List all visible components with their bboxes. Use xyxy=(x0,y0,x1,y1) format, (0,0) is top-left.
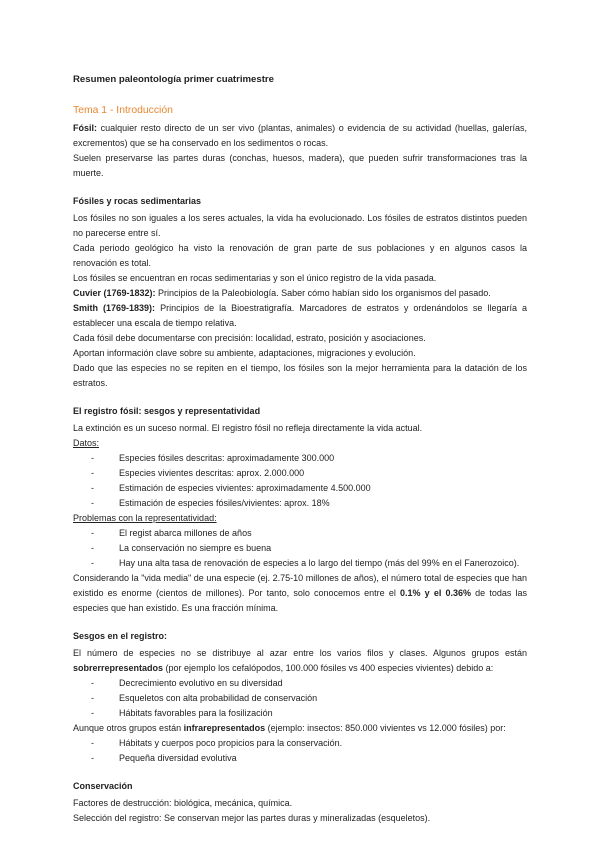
list-item: - Hábitats favorables para la fosilización xyxy=(73,706,527,721)
conservacion-paragraph-2: Selección del registro: Se conservan mejor las partes duras y mineralizadas (esqueletos). xyxy=(73,813,431,823)
heading-registro-fosil: El registro fósil: sesgos y representatividad xyxy=(73,406,261,416)
infrarepresentados-term: infrarepresentados xyxy=(183,723,266,733)
considerando-paragraph xyxy=(73,571,527,616)
list-item: - Especies fósiles descritas: aproximadamente 300.000 xyxy=(73,451,527,466)
smith-term: Smith (1769-1839): xyxy=(73,303,156,313)
list-item: - Esqueletos con alta probabilidad de conservación xyxy=(73,691,527,706)
problemas-label: Problemas con la representatividad: xyxy=(73,513,217,523)
sesgos-paragraph-1 xyxy=(73,646,527,676)
consid-percent: 0.1% y el 0.36% xyxy=(400,588,472,598)
registro-paragraph-1: La extinción es un suceso normal. El registro fósil no refleja directamente la vida actual. xyxy=(73,423,423,433)
fosiles-paragraph-7: Aportan información clave sobre su ambiente, adaptaciones, migraciones y evolución. xyxy=(73,348,416,358)
cuvier-paragraph xyxy=(73,286,527,301)
conservacion-paragraph-1: Factores de destrucción: biológica, mecánica, química. xyxy=(73,798,293,808)
intro-paragraph-2: Suelen preservarse las partes duras (conchas, huesos, madera), que pueden sufrir transformaciones tras la muerte. xyxy=(73,153,527,178)
fosiles-paragraph-1: Los fósiles no son iguales a los seres actuales, la vida ha evolucionado. Los fósiles de estratos distintos pueden no parecerse entre sí. xyxy=(73,213,527,238)
list-item: - Hábitats y cuerpos poco propicios para la conservación. xyxy=(73,736,527,751)
sesgos-text-c: (por ejemplo los cefalópodos, 100.000 fósiles vs 400 especies vivientes) debido a: xyxy=(163,663,494,673)
sobrerrepresentados-term: sobrerrepresentados xyxy=(73,663,164,673)
infrarepresentados-list xyxy=(73,736,527,766)
consid-text-c: de todas las especies que han existido. Es una fracción mínima. xyxy=(73,588,528,613)
fosil-def-text: cualquier resto directo de un ser vivo (plantas, animales) o evidencia de su actividad (huellas, galerías, excrementos) que se ha conservado en los sedimentos o rocas. xyxy=(73,123,527,148)
datos-list xyxy=(73,451,527,511)
cuvier-term: Cuvier (1769-1832): xyxy=(73,288,156,298)
section-heading-tema-1: Tema 1 - Introducción xyxy=(73,105,173,116)
heading-conservacion: Conservación xyxy=(73,781,133,791)
fosiles-paragraph-2: Cada periodo geológico ha visto la renovación de gran parte de sus poblaciones y en algunos casos la renovación es total. xyxy=(73,243,527,268)
sesgos2-text-c: (ejemplo: insectos: 850.000 vivientes vs 12.000 fósiles) por: xyxy=(265,723,506,733)
list-item: - Decrecimiento evolutivo en su diversidad xyxy=(73,676,527,691)
heading-fosiles-rocas: Fósiles y rocas sedimentarias xyxy=(73,196,202,206)
document-title: Resumen paleontología primer cuatrimestre xyxy=(73,74,274,85)
consid-text-a: Considerando la "vida media" de una especie (ej. 2.75-10 millones de años), el número total de especies que han existido es enorme (cientos de millones). Por tanto, solo conocemos entre el xyxy=(73,573,527,598)
fosiles-paragraph-6: Cada fósil debe documentarse con precisión: localidad, estrato, posición y asociaciones. xyxy=(73,333,426,343)
sesgos-text-a: El número de especies no se distribuye al azar entre los varios filos y clases. Algunos grupos están xyxy=(73,648,527,658)
list-item: - La conservación no siempre es buena xyxy=(73,541,527,556)
list-item: - Pequeña diversidad evolutiva xyxy=(73,751,527,766)
list-item: - Estimación de especies vivientes: aproximadamente 4.500.000 xyxy=(73,481,527,496)
list-item: - Estimación de especies fósiles/vivientes: aprox. 18% xyxy=(73,496,527,511)
sesgos2-text-a: Aunque otros grupos están xyxy=(73,723,184,733)
sesgos-paragraph-2 xyxy=(73,721,527,736)
smith-text: Principios de la Bioestratigrafía. Marcadores de estratos y ordenándolos se llegaría a establecer una escala de tiempo relativa. xyxy=(73,303,527,328)
problemas-list xyxy=(73,526,527,571)
fosil-definition xyxy=(73,121,527,151)
datos-label: Datos: xyxy=(73,438,100,448)
smith-paragraph xyxy=(73,301,527,331)
list-item: - Hay una alta tasa de renovación de especies a lo largo del tiempo (más del 99% en el Fanerozoico). xyxy=(73,556,527,571)
heading-sesgos: Sesgos en el registro: xyxy=(73,631,168,641)
fosiles-paragraph-8: Dado que las especies no se repiten en el tiempo, los fósiles son la mejor herramienta para la datación de los estratos. xyxy=(73,363,527,388)
list-item: - El regist abarca millones de años xyxy=(73,526,527,541)
fosil-term: Fósil: xyxy=(73,123,97,133)
cuvier-text: Principios de la Paleobiología. Saber cómo habían sido los organismos del pasado. xyxy=(155,288,491,298)
fosiles-paragraph-3: Los fósiles se encuentran en rocas sedimentarias y son el único registro de la vida pasada. xyxy=(73,273,437,283)
list-item: - Especies vivientes descritas: aprox. 2.000.000 xyxy=(73,466,527,481)
sobrerrepresentados-list xyxy=(73,676,527,721)
